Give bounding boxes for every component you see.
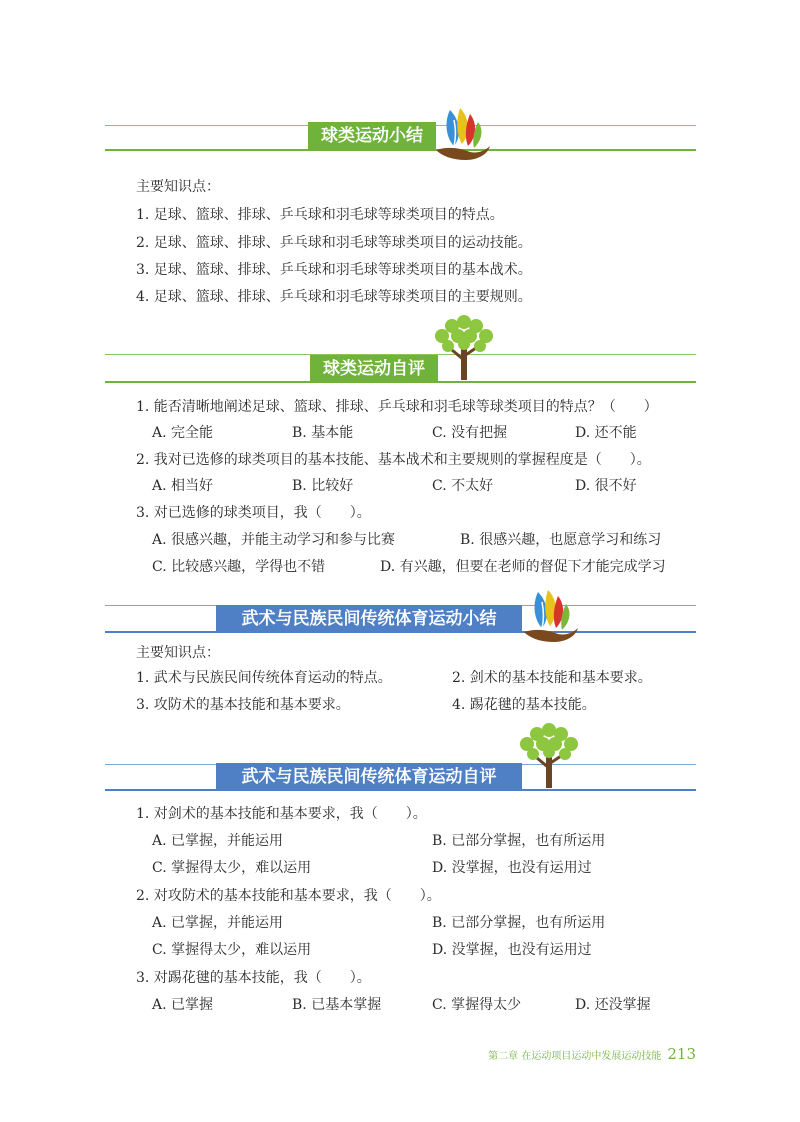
section2-title: 球类运动自评 [310,355,438,383]
self-eval1-q2-opt-c: C. 不太好 [432,478,494,494]
self-eval2-q2-opt-d: D. 没掌握，也没有运用过 [432,942,592,958]
self-eval1-q1-opt-b: B. 基本能 [292,425,354,441]
self-eval1-q2-opt-d: D. 很不好 [575,478,637,494]
self-eval1-q1: 1. 能否清晰地阐述足球、篮球、排球、乒乓球和羽毛球等球类项目的特点？（ ） [136,399,658,415]
section1-intro: 主要知识点： [136,179,220,195]
self-eval1-q3-opt-d: D. 有兴趣，但要在老师的督促下才能完成学习 [380,559,666,575]
section1-item-2: 2. 足球、篮球、排球、乒乓球和羽毛球等球类项目的运动技能。 [136,235,532,251]
self-eval2-q1-opt-c: C. 掌握得太少，难以运用 [152,860,312,876]
self-eval2-q1-opt-b: B. 已部分掌握，也有所运用 [432,833,606,849]
self-eval2-q3-opt-d: D. 还没掌握 [575,997,651,1013]
self-eval2-q3-opt-c: C. 掌握得太少 [432,997,522,1013]
section3-intro: 主要知识点： [136,645,220,661]
self-eval2-q1-opt-d: D. 没掌握，也没有运用过 [432,860,592,876]
self-eval1-q2-opt-a: A. 相当好 [152,478,214,494]
tree-icon [430,312,498,382]
self-eval2-q1-opt-a: A. 已掌握，并能运用 [152,833,284,849]
section4-title: 武术与民族民间传统体育运动自评 [216,763,522,791]
self-eval2-q2-opt-b: B. 已部分掌握，也有所运用 [432,915,606,931]
section1-item-3: 3. 足球、篮球、排球、乒乓球和羽毛球等球类项目的基本战术。 [136,262,532,278]
section3-item-3: 3. 攻防术的基本技能和基本要求。 [136,697,350,713]
section1-item-4: 4. 足球、篮球、排球、乒乓球和羽毛球等球类项目的主要规则。 [136,289,532,305]
hand-leaves-icon [430,102,494,166]
page-number: 213 [667,1045,696,1063]
footer-chapter: 第二章 在运动项目运动中发展运动技能 [488,1051,662,1062]
self-eval1-q3-opt-b: B. 很感兴趣，也愿意学习和练习 [460,532,662,548]
self-eval1-q2: 2. 我对已选修的球类项目的基本技能、基本战术和主要规则的掌握程度是（ ）。 [136,452,651,468]
self-eval1-q3-opt-c: C. 比较感兴趣，学得也不错 [152,559,326,575]
self-eval2-q3: 3. 对踢花毽的基本技能，我（ ）。 [136,970,371,986]
self-eval1-q3: 3. 对已选修的球类项目，我（ ）。 [136,505,371,521]
self-eval2-q3-opt-b: B. 已基本掌握 [292,997,382,1013]
self-eval2-q2: 2. 对攻防术的基本技能和基本要求，我（ ）。 [136,888,441,904]
self-eval2-q2-opt-c: C. 掌握得太少，难以运用 [152,942,312,958]
hand-leaves-icon [518,584,582,648]
page-footer [488,1044,696,1063]
self-eval2-q3-opt-a: A. 已掌握 [152,997,214,1013]
self-eval1-q1-opt-a: A. 完全能 [152,425,214,441]
tree-icon [515,720,583,790]
self-eval1-q3-opt-a: A. 很感兴趣，并能主动学习和参与比赛 [152,532,396,548]
self-eval2-q1: 1. 对剑术的基本技能和基本要求，我（ ）。 [136,806,427,822]
section3-item-2: 2. 剑术的基本技能和基本要求。 [452,670,652,686]
self-eval2-q2-opt-a: A. 已掌握，并能运用 [152,915,284,931]
self-eval1-q1-opt-c: C. 没有把握 [432,425,508,441]
self-eval1-q1-opt-d: D. 还不能 [575,425,637,441]
section3-item-1: 1. 武术与民族民间传统体育运动的特点。 [136,670,392,686]
section3-title: 武术与民族民间传统体育运动小结 [216,605,522,633]
section1-title: 球类运动小结 [308,122,436,150]
section3-item-4: 4. 踢花毽的基本技能。 [452,697,596,713]
section1-item-1: 1. 足球、篮球、排球、乒乓球和羽毛球等球类项目的特点。 [136,207,504,223]
self-eval1-q2-opt-b: B. 比较好 [292,478,354,494]
